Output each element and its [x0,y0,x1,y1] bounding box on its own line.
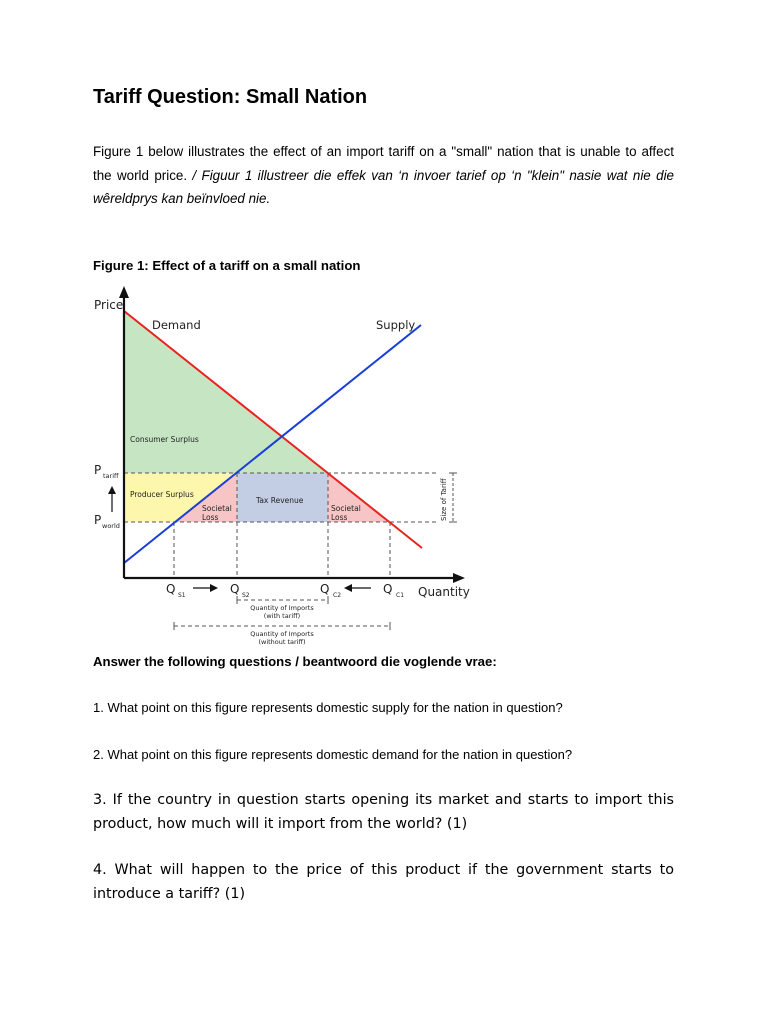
answer-heading: Answer the following questions / beantwoord die voglende vrae: [93,654,497,669]
question-4: 4. What will happen to the price of this product if the government starts to introduce a tariff? (1) [93,862,674,902]
price-axis-arrow [119,286,129,298]
size-of-tariff-label: Size of Tariff [440,478,448,521]
qc1-label: Q [383,582,393,596]
societal-loss-right-label-1: Societal [331,504,361,513]
quantity-axis-arrow [453,573,465,583]
tariff-diagram [88,282,478,650]
producer-surplus-label: Producer Surplus [130,490,194,499]
figure-caption: Figure 1: Effect of a tariff on a small nation [93,258,361,273]
societal-loss-right-label-2: Loss [331,513,348,522]
qs1-subscript: S1 [178,592,186,599]
qc1-subscript: C1 [396,592,405,599]
societal-loss-left-label-1: Societal [202,504,232,513]
price-axis-label: Price [94,298,124,312]
quantity-axis-label: Quantity [418,585,470,599]
qc2-label: Q [320,582,330,596]
imports-without-tariff-label-1: Quantity of Imports [250,630,314,638]
qs2-subscript: S2 [242,592,250,599]
p-world-subscript: world [102,522,120,530]
imports-with-tariff-label-1: Quantity of Imports [250,604,314,612]
intro-paragraph [93,140,674,211]
demand-label: Demand [152,318,201,332]
qc2-subscript: C2 [333,592,342,599]
question-2: 2. What point on this figure represents domestic demand for the nation in question? [93,747,573,762]
tax-revenue-label: Tax Revenue [256,496,304,505]
qs2-label: Q [230,582,240,596]
question-1: 1. What point on this figure represents domestic supply for the nation in question? [93,700,563,715]
p-tariff-subscript: tariff [103,472,119,480]
imports-without-tariff-label-2: (without tariff) [258,638,306,646]
qs1-label: Q [166,582,176,596]
supply-label: Supply [376,318,416,332]
p-tariff-label: P [94,463,102,477]
intro-afrikaans: / Figuur 1 illustreer die effek van ‘n invoer tarief op ‘n "klein" nasie wat nie die wêreldprys kan beïnvloed nie. [93,167,674,206]
intro-english: Figure 1 below illustrates the effect of an import tariff on a "small" nation that is unable to affect the world price. [93,144,674,183]
page-title: Tariff Question: Small Nation [93,86,368,108]
imports-with-tariff-label-2: (with tariff) [263,612,301,620]
p-world-label: P [94,513,102,527]
societal-loss-left-label-2: Loss [202,513,219,522]
consumer-surplus-label: Consumer Surplus [130,435,199,444]
question-3: 3. If the country in question starts opening its market and starts to import this product, how much will it import from the world? (1) [93,792,674,832]
